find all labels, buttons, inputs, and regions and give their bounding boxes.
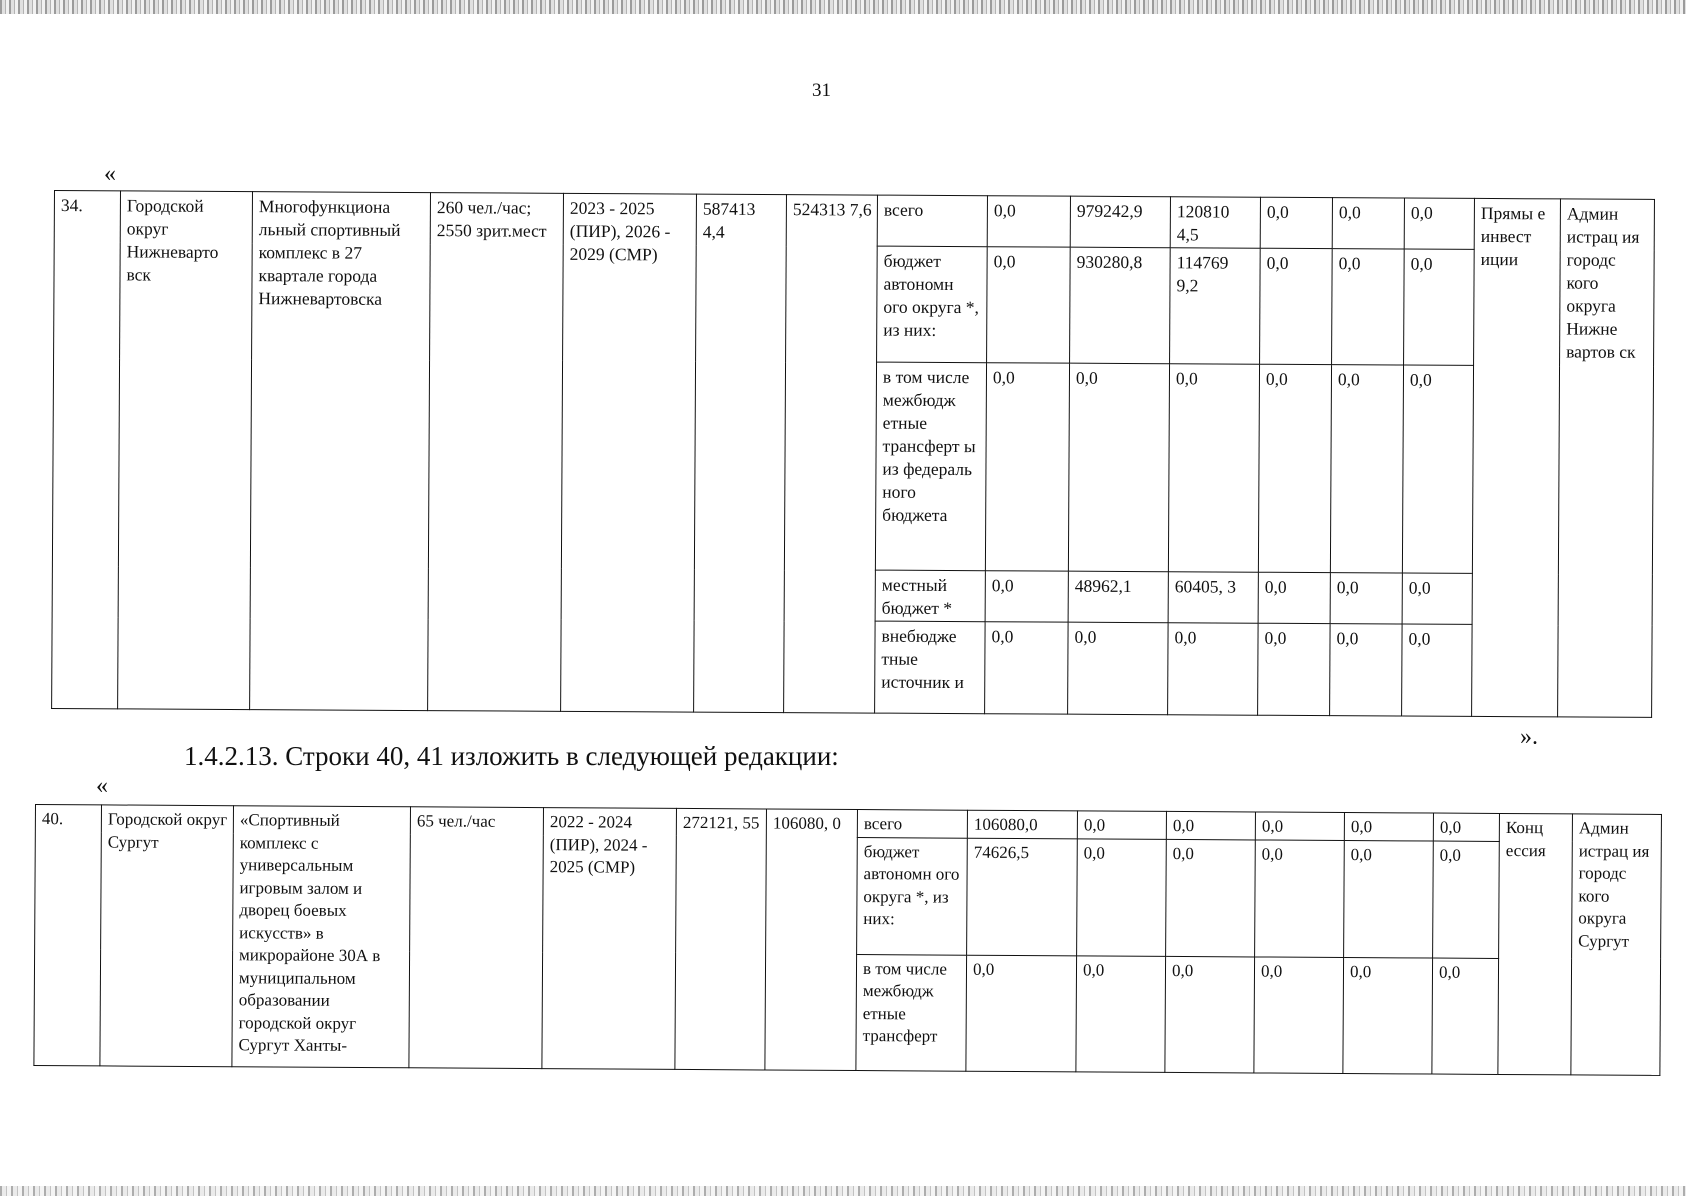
value-cell: 0,0 (1402, 624, 1473, 716)
mechanism-cell: Прямы е инвест иции (1472, 198, 1561, 716)
period-cell: 2023 - 2025 (ПИР), 2026 - 2029 (СМР) (561, 193, 697, 712)
value-cell: 0,0 (1332, 198, 1404, 249)
municipality-cell: Городской округ Нижневарто вск (118, 191, 253, 710)
funding-source-cell: в том числе межбюдж етные трансферт ы из федераль ного бюджета (875, 362, 986, 571)
funding-source-cell: местный бюджет * (875, 570, 985, 622)
value-cell: 0,0 (1255, 839, 1345, 957)
funding-source-cell: в том числе межбюдж етные трансферт (856, 954, 967, 1071)
value-cell: 0,0 (1077, 838, 1167, 956)
value-cell: 0,0 (1168, 364, 1259, 572)
value-cell: 0,0 (1255, 812, 1344, 840)
responsible-cell: Админ истрац ия городс кого округа Нижне вартов ск (1558, 199, 1655, 718)
budget-table-row-40 (33, 804, 1662, 1075)
page-number: 31 (812, 80, 831, 101)
value-cell: 0,0 (1402, 365, 1473, 573)
value-cell: 0,0 (985, 622, 1069, 714)
value-cell: 0,0 (1432, 958, 1499, 1074)
scan-edge-bottom (0, 1186, 1686, 1196)
value-cell: 48962,1 (1068, 571, 1168, 623)
value-cell: 0,0 (1166, 811, 1255, 839)
value-cell: 0,0 (1077, 811, 1166, 839)
value-cell: 0,0 (1330, 573, 1402, 624)
municipality-cell: Городской округ Сургут (100, 805, 234, 1066)
row-number-cell: 40. (34, 805, 102, 1066)
funding-source-cell: бюджет автономн ого округа *, из них: (877, 246, 988, 363)
close-quote-mark: ». (1520, 724, 1538, 750)
object-name-cell: «Спортивный комплекс с универсальным игровым залом и дворец боевых искусств» в микрорайоне 30А в муниципальном образовании городской округ Сургут Ханты- (232, 806, 411, 1068)
value-cell: 0,0 (985, 363, 1069, 571)
value-cell: 0,0 (1330, 624, 1403, 716)
value-cell: 0,0 (1404, 198, 1474, 249)
value-cell: 106080,0 (967, 810, 1077, 838)
period-cell: 2022 - 2024 (ПИР), 2024 - 2025 (СМР) (542, 808, 677, 1069)
value-cell: 0,0 (1404, 249, 1475, 365)
object-name-cell: Многофункциона льный спортивный комплекс в 27 квартале города Нижневартовска (250, 192, 431, 711)
scan-edge-top (0, 0, 1686, 14)
value-cell: 0,0 (1402, 573, 1472, 624)
value-cell: 0,0 (1258, 623, 1331, 715)
value-cell: 0,0 (1260, 248, 1333, 364)
funding-source-cell: всего (857, 810, 967, 838)
remaining-cost-cell: 524313 7,6 (784, 195, 878, 714)
value-cell: 0,0 (987, 196, 1070, 247)
value-cell: 60405, 3 (1168, 572, 1258, 624)
budget-table-row-34 (51, 190, 1655, 718)
value-cell: 0,0 (966, 955, 1077, 1072)
funding-source-cell: бюджет автономн ого округа *, из них: (857, 837, 968, 955)
capacity-cell: 65 чел./час (409, 807, 544, 1068)
responsible-cell: Админ истрац ия городс кого округа Сургут (1571, 814, 1662, 1075)
value-cell: 930280,8 (1070, 247, 1171, 364)
value-cell: 0,0 (1254, 956, 1344, 1073)
value-cell: 0,0 (1330, 365, 1403, 573)
capacity-cell: 260 чел./час; 2550 зрит.мест (428, 193, 564, 712)
value-cell: 0,0 (1332, 249, 1405, 365)
value-cell: 0,0 (985, 571, 1068, 622)
row-number-cell: 34. (52, 191, 121, 709)
total-cost-cell: 587413 4,4 (694, 194, 787, 712)
value-cell: 0,0 (1258, 572, 1330, 623)
funding-source-cell: всего (877, 195, 987, 247)
value-cell: 0,0 (1166, 839, 1256, 957)
value-cell: 0,0 (1076, 955, 1166, 1072)
value-cell: 0,0 (1344, 812, 1433, 840)
amendment-instruction: 1.4.2.13. Строки 40, 41 изложить в следующей редакции: (184, 741, 839, 771)
open-quote-mark: « (104, 161, 116, 187)
mechanism-cell: Конц ессия (1498, 813, 1573, 1074)
value-cell: 0,0 (1168, 623, 1259, 716)
value-cell: 0,0 (987, 247, 1071, 363)
value-cell: 0,0 (1068, 363, 1169, 572)
value-cell: 0,0 (1343, 957, 1433, 1074)
value-cell: 0,0 (1344, 840, 1434, 958)
total-cost-cell: 272121, 55 (675, 808, 767, 1069)
value-cell: 0,0 (1260, 197, 1332, 248)
value-cell: 0,0 (1258, 364, 1331, 572)
open-quote-mark: « (96, 773, 108, 799)
funding-source-cell: внебюдже тные источник и (875, 621, 986, 714)
value-cell: 0,0 (1433, 841, 1500, 958)
value-cell: 120810 4,5 (1170, 197, 1260, 249)
value-cell: 0,0 (1165, 956, 1255, 1073)
value-cell: 114769 9,2 (1170, 248, 1261, 365)
remaining-cost-cell: 106080, 0 (765, 809, 858, 1070)
value-cell: 74626,5 (967, 838, 1078, 956)
value-cell: 979242,9 (1070, 196, 1170, 248)
value-cell: 0,0 (1433, 813, 1499, 841)
value-cell: 0,0 (1068, 622, 1169, 715)
